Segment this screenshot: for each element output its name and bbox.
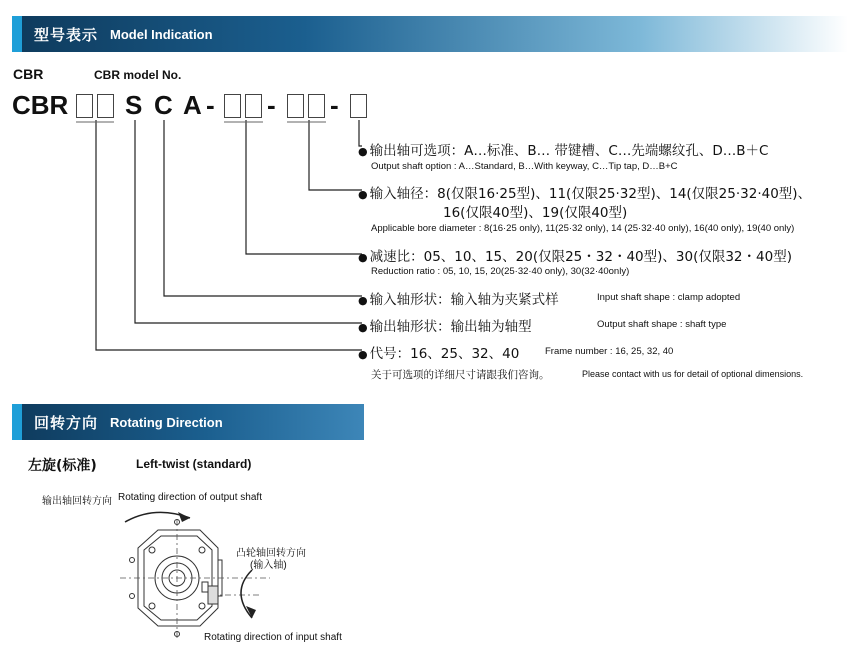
section-title-en: Rotating Direction: [110, 414, 223, 430]
rotation-diagram: [110, 500, 410, 650]
rotation-heading-en: Left-twist (standard): [136, 457, 252, 471]
output-rotation-en: Rotating direction of output shaft: [118, 492, 262, 503]
rotation-heading-zh: 左旋(标准): [28, 458, 97, 474]
option-frame-en: Frame number : 16, 25, 32, 40: [545, 346, 674, 357]
bullet-icon: ●: [358, 251, 368, 264]
option-ratio: ● 减速比：05、10、15、20(仅限25・32・40型)、30(仅限32・40型): [358, 249, 792, 265]
model-code-dash-2: -: [267, 90, 276, 120]
bullet-icon: ●: [358, 294, 368, 307]
center-lines: [120, 520, 270, 640]
option-output-shape-en: Output shaft shape : shaft type: [597, 319, 727, 330]
option-bore-line2: 16(仅限40型)、19(仅限40型): [443, 205, 628, 221]
option-output-shape: ● 输出轴形状：输出轴为轴型: [358, 319, 532, 335]
model-code-a: A: [183, 90, 202, 120]
bullet-icon: ●: [358, 348, 368, 361]
option-ratio-en: Reduction ratio : 05, 10, 15, 20(25·32·40 only), 30(32·40only): [371, 266, 630, 277]
option-output-shaft: ● 输出轴可选项：A…标准、B… 带键槽、C…先端螺纹孔、D…B＋C: [358, 143, 769, 159]
bullet-icon: ●: [358, 145, 368, 158]
section-banner-rotating-direction: [12, 404, 364, 440]
option-bore-en: Applicable bore diameter : 8(16·25 only), 11(25·32 only), 14 (25·32·40 only), 16(40 only), 19(40 only): [371, 223, 795, 234]
option-bore: ● 输入轴径：8(仅限16·25型)、11(仅限25·32型)、14(仅限25·32·40型)、: [358, 186, 812, 202]
section-title-zh: 回转方向: [34, 413, 99, 432]
model-code-prefix: CBR: [12, 90, 69, 120]
contact-note-en: Please contact with us for detail of optional dimensions.: [582, 369, 804, 379]
section-title-en: Model Indication: [110, 26, 213, 42]
option-output-shaft-en: Output shaft option : A…Standard, B…With keyway, C…Tip tap, D…B+C: [371, 161, 678, 172]
option-input-shape: ● 输入轴形状：输入轴为夹紧式样: [358, 292, 559, 308]
bullet-icon: ●: [358, 321, 368, 334]
bullet-icon: ●: [358, 188, 368, 201]
option-frame: ● 代号：16、25、32、40: [358, 346, 520, 362]
model-prefix: CBR: [13, 66, 44, 82]
input-rotation-en: Rotating direction of input shaft: [204, 632, 342, 643]
contact-note-zh: 关于可选项的详细尺寸请跟我们咨询。: [371, 369, 550, 381]
banner-accent: [12, 404, 22, 440]
model-code-s: S: [125, 90, 143, 120]
input-rotation-zh-1: 凸轮轴回转方向: [236, 548, 306, 559]
option-input-shape-en: Input shaft shape : clamp adopted: [597, 292, 741, 303]
output-rotation-zh: 输出轴回转方向: [42, 496, 112, 507]
input-rotation-zh-2: (输入轴): [250, 560, 287, 571]
input-shaft: [208, 586, 218, 604]
section-title-zh: 型号表示: [34, 25, 99, 44]
model-code-c: C: [154, 90, 173, 120]
model-code-dash-1: -: [206, 90, 215, 120]
model-label: CBR model No.: [94, 68, 182, 82]
model-code-dash-3: -: [330, 90, 339, 120]
